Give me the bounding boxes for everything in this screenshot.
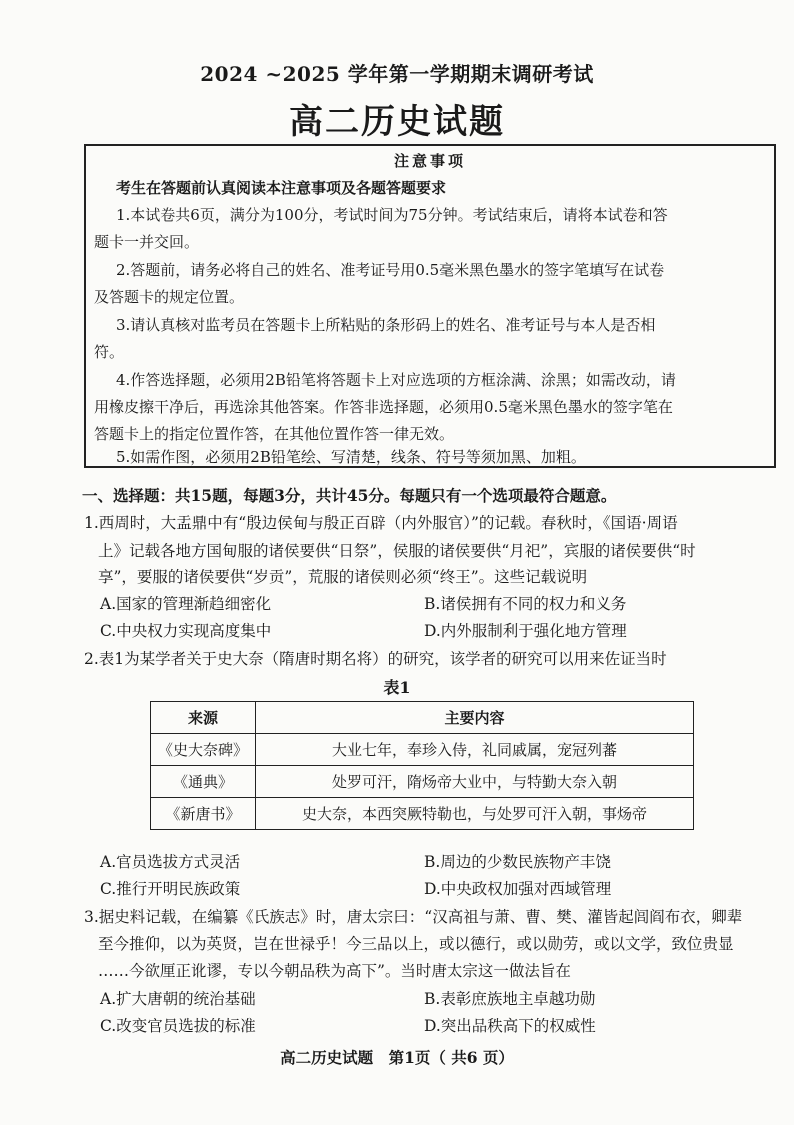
notice-line: 及答题卡的规定位置。: [94, 288, 245, 306]
notice-line: 用橡皮擦干净后，再选涂其他答案。作答非选择题，必须用0.5毫米黑色墨水的签字笔在: [94, 398, 673, 416]
question-2-line: 2.表1为某学者关于史大奈（隋唐时期名将）的研究，该学者的研究可以用来佐证当时: [84, 650, 667, 668]
table-cell: 《通典》: [151, 766, 256, 798]
page-footer: 高二历史试题 第1页（ 共6 页）: [280, 1048, 514, 1067]
question-1-line: 1.西周时，大盂鼎中有“殷边侯甸与殷正百辟（内外服官）”的记载。春秋时，《国语·周语: [84, 514, 678, 532]
table-caption: 表1: [383, 678, 411, 697]
table-row: [151, 734, 694, 766]
question-1-option-d: D.内外服制利于强化地方管理: [424, 622, 627, 640]
question-2-option-d: D.中央政权加强对西域管理: [424, 880, 612, 898]
notice-line: 答题卡上的指定位置作答，在其他位置作答一律无效。: [94, 425, 455, 443]
question-3-line: 3.据史料记载，在编纂《氏族志》时，唐太宗曰：“汉高祖与萧、曹、樊、灌皆起闾阎布衣，卿辈: [84, 908, 743, 926]
question-2-option-c: C.推行开明民族政策: [100, 880, 241, 898]
table-cell: 史大奈，本西突厥特勒也，与处罗可汗入朝，事炀帝: [256, 798, 694, 830]
table-cell: 《新唐书》: [151, 798, 256, 830]
question-1-line: 上》记载各地方国甸服的诸侯要供“日祭”，侯服的诸侯要供“月祀”，宾服的诸侯要供“时: [98, 542, 696, 560]
table-cell: 《史大奈碑》: [151, 734, 256, 766]
page-title: 高二历史试题: [289, 102, 505, 142]
question-2-option-a: A.官员选拔方式灵活: [100, 853, 241, 871]
table-cell: 大业七年，奉珍入侍，礼同戚属，宠冠列蕃: [256, 734, 694, 766]
question-1-option-b: B.诸侯拥有不同的权力和义务: [424, 595, 627, 613]
notice-line: 题卡一并交回。: [94, 233, 200, 251]
question-1-option-a: A.国家的管理渐趋细密化: [100, 595, 272, 613]
notice-box: [84, 144, 776, 468]
table-row: [151, 798, 694, 830]
table-header-row: [151, 702, 694, 734]
notice-line: 5.如需作图，必须用2B铅笔绘、写清楚，线条、符号等须加黑、加粗。: [116, 448, 586, 466]
question-3-line: 至今推仰，以为英贤，岂在世禄乎！今三品以上，或以德行，或以勋劳，或以文学，致位贵显: [98, 935, 734, 953]
question-3-option-c: C.改变官员选拔的标准: [100, 1017, 256, 1035]
table-header-cell: 主要内容: [256, 702, 694, 734]
notice-line: 符。: [94, 343, 125, 361]
notice-line: 1.本试卷共6页，满分为100分，考试时间为75分钟。考试结束后，请将本试卷和答: [116, 206, 668, 224]
table-cell: 处罗可汗，隋炀帝大业中，与特勤大奈入朝: [256, 766, 694, 798]
question-2-option-b: B.周边的少数民族物产丰饶: [424, 853, 611, 871]
question-1-line: 享”，要服的诸侯要供“岁贡”，荒服的诸侯则必须“终王”。这些记载说明: [98, 568, 588, 586]
exam-title: 2024 ~2025 学年第一学期期末调研考试: [200, 62, 594, 86]
notice-heading: 注意事项: [393, 152, 466, 170]
notice-line: 2.答题前，请务必将自己的姓名、准考证号用0.5毫米黑色墨水的签字笔填写在试卷: [116, 261, 665, 279]
question-3-option-b: B.表彰庶族地主卓越功勋: [424, 990, 596, 1008]
section-title: 一、选择题：共15题，每题3分，共计45分。每题只有一个选项最符合题意。: [82, 486, 617, 505]
question-3-line: ……今欲厘正讹谬，专以今朝品秩为高下”。当时唐太宗这一做法旨在: [98, 962, 571, 980]
question-3-option-a: A.扩大唐朝的统治基础: [100, 990, 256, 1008]
question-3-option-d: D.突出品秩高下的权威性: [424, 1017, 596, 1035]
question-1-option-c: C.中央权力实现高度集中: [100, 622, 272, 640]
notice-line: 4.作答选择题，必须用2B铅笔将答题卡上对应选项的方框涂满、涂黑；如需改动，请: [116, 371, 676, 389]
notice-subheading: 考生在答题前认真阅读本注意事项及各题答题要求: [116, 179, 447, 197]
table-header-cell: 来源: [151, 702, 256, 734]
source-table: [150, 701, 694, 830]
notice-line: 3.请认真核对监考员在答题卡上所粘贴的条形码上的姓名、准考证号与本人是否相: [116, 316, 656, 334]
table-row: [151, 766, 694, 798]
